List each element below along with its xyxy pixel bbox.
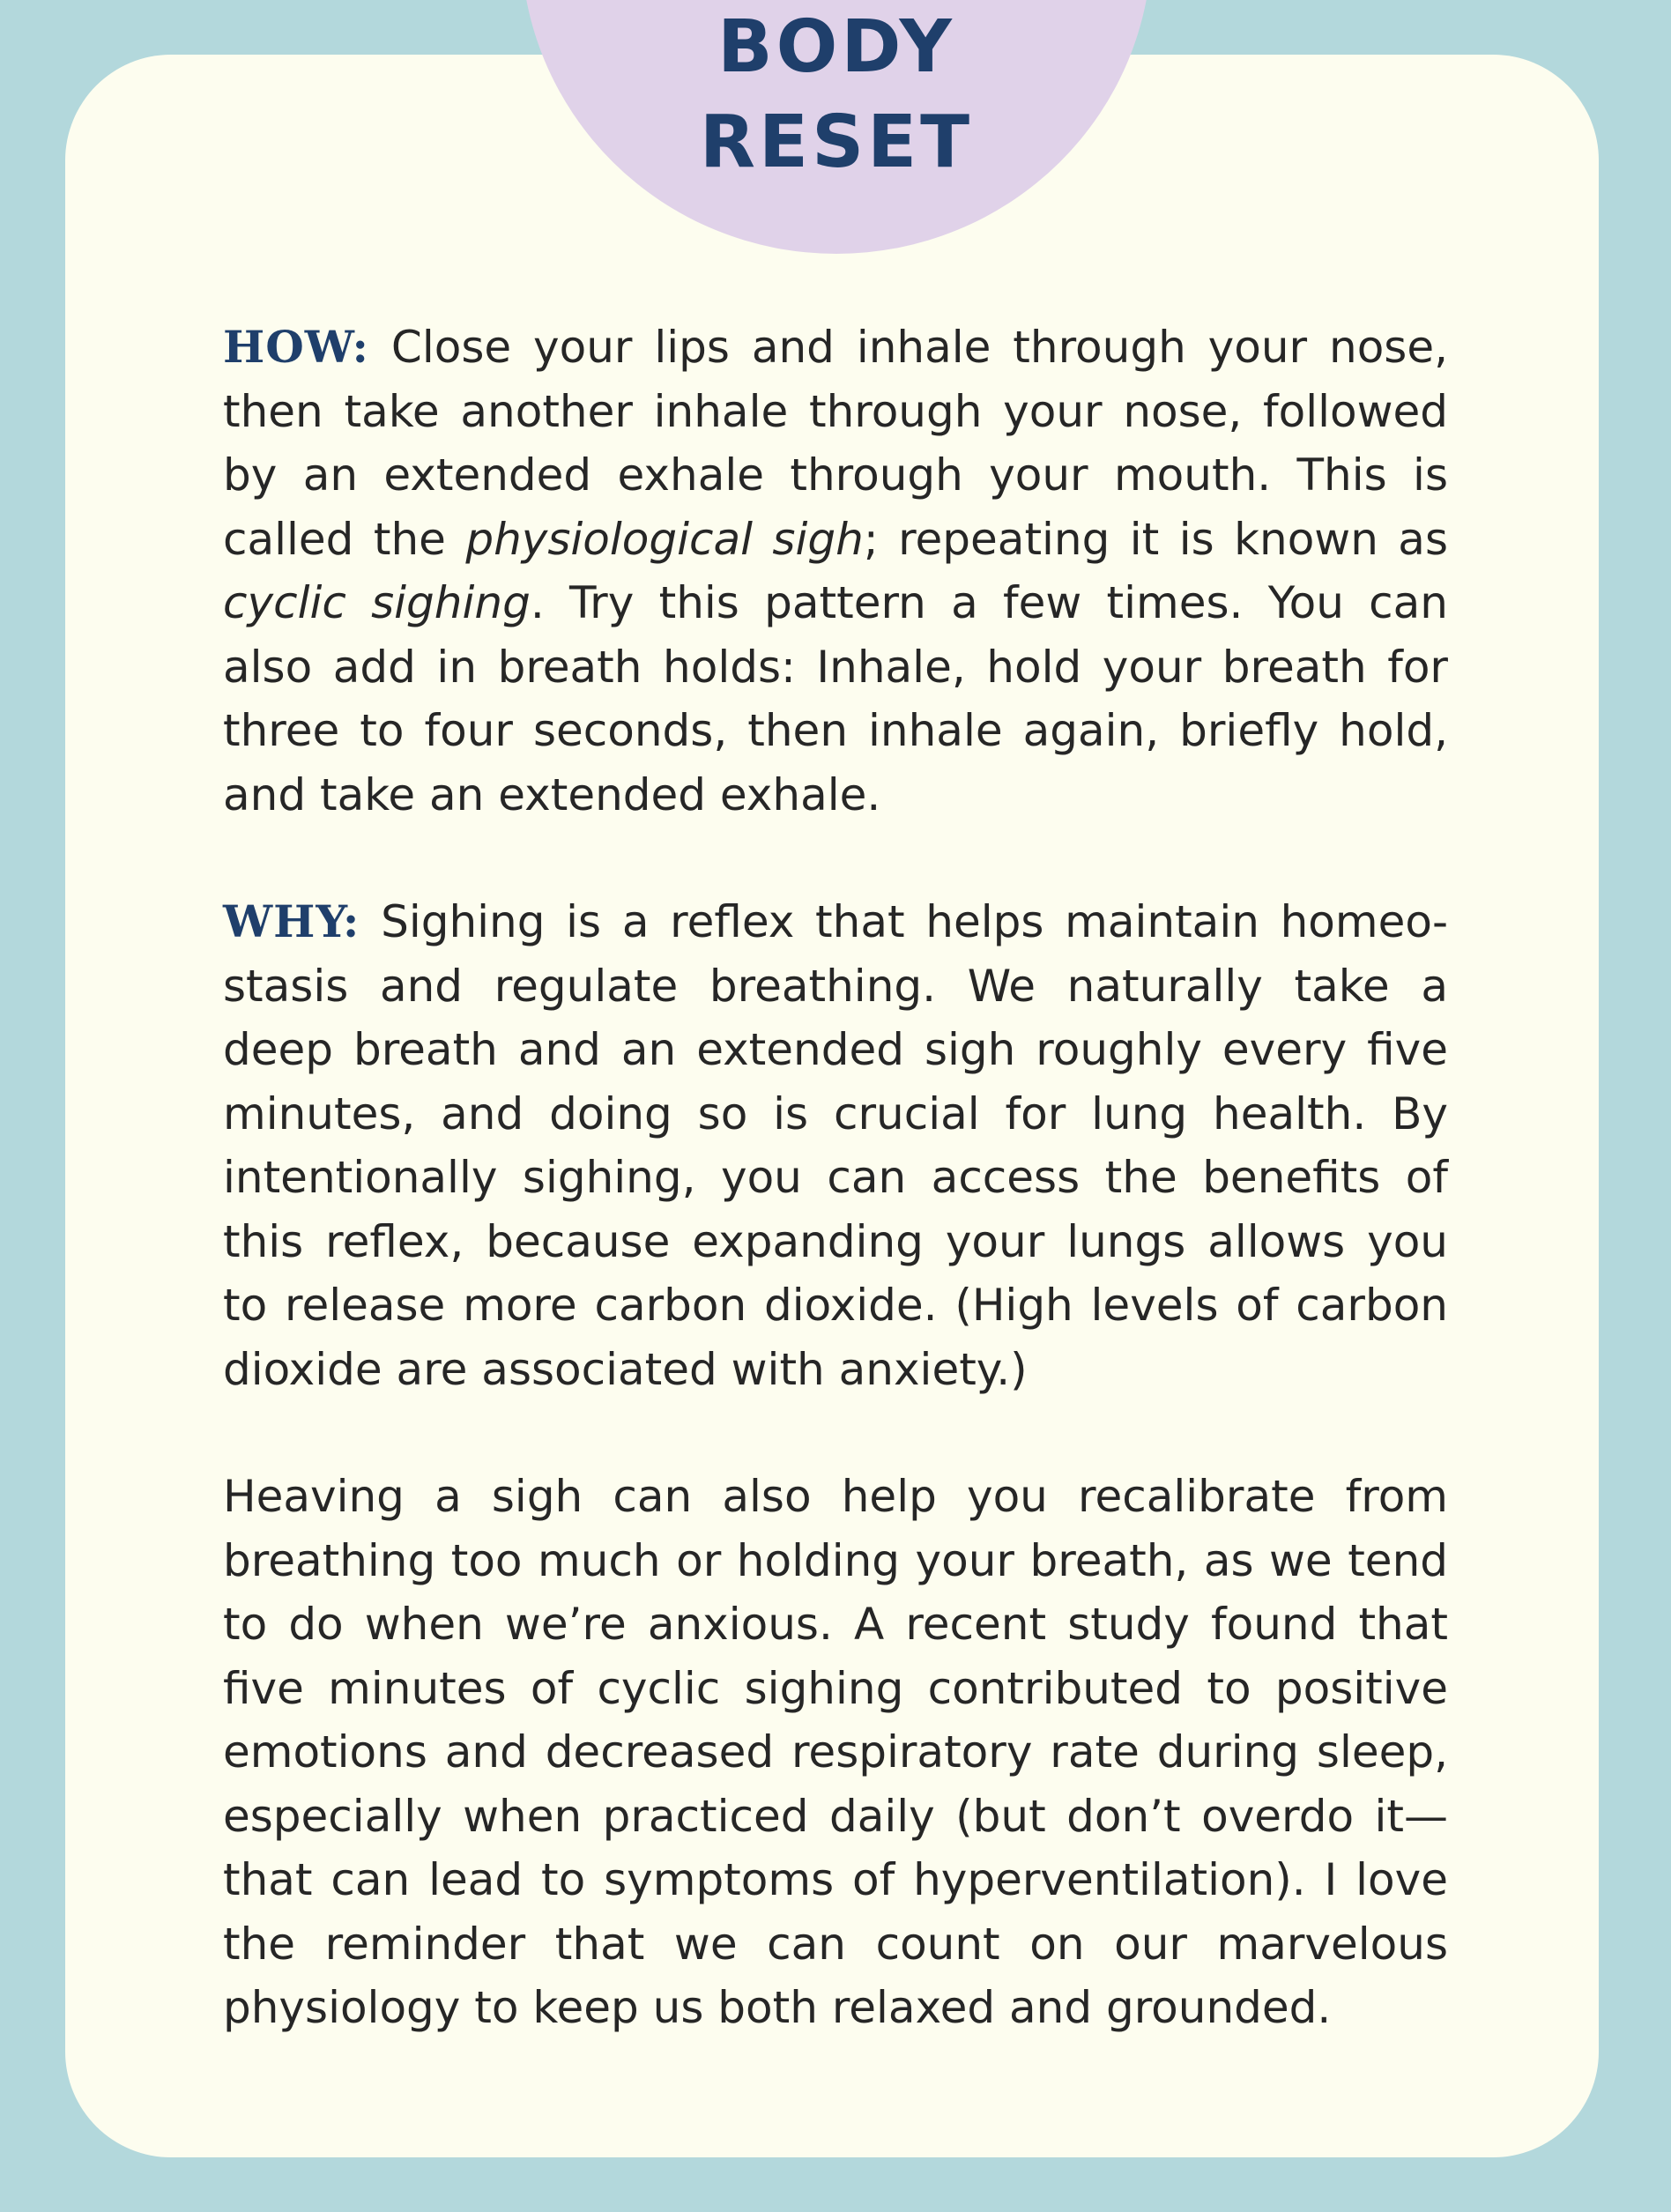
why-paragraph (223, 890, 1448, 1401)
how-text-2: ; repeating it is known as (863, 513, 1449, 565)
how-paragraph (223, 315, 1448, 827)
badge-title-line-1: BODY (717, 5, 955, 89)
closing-text: Heaving a sigh can also help you recalibrate from breathing too much or holding your breath, as we tend to do when we’re anxious. A recent study found that five minutes of cyclic sighing contributed to positive emotions and decreased respiratory rate during sleep, especially when practiced daily (but don’t overdo it—that can lead to symptoms of hyperventilation). I love the reminder that we can count on our marvelous physiology to keep us both relaxed and grounded. (223, 1471, 1448, 2033)
how-emphasis-2: cyclic sighing (223, 577, 531, 628)
badge-title (521, 0, 1152, 190)
badge-title-line-2: RESET (699, 100, 974, 184)
closing-paragraph (223, 1465, 1448, 2040)
how-text-3: . Try this pattern a few times. You can also add in breath holds: Inhale, hold your breath for three to four seconds, then inhale again, briefly hold, and take an extended exhale. (223, 577, 1448, 820)
how-emphasis-1: physiological sigh (465, 513, 864, 565)
how-text-1: Close your lips and inhale through your nose, then take another inhale through your nose, followed by an extended exhale through your mouth. This is called the (223, 322, 1448, 565)
card-content (223, 315, 1448, 2104)
how-label: HOW: (223, 321, 370, 373)
why-text: Sighing is a reflex that helps maintain homeostasis and regulate breathing. We naturally take a deep breath and an extended sigh roughly every five minutes, and doing so is crucial for lung health. By intentionally sighing, you can access the benefits of this reflex, because expanding your lungs allows you to release more carbon dioxide. (High levels of carbon dioxide are associated with anxiety.) (223, 896, 1448, 1395)
why-label: WHY: (223, 895, 360, 947)
